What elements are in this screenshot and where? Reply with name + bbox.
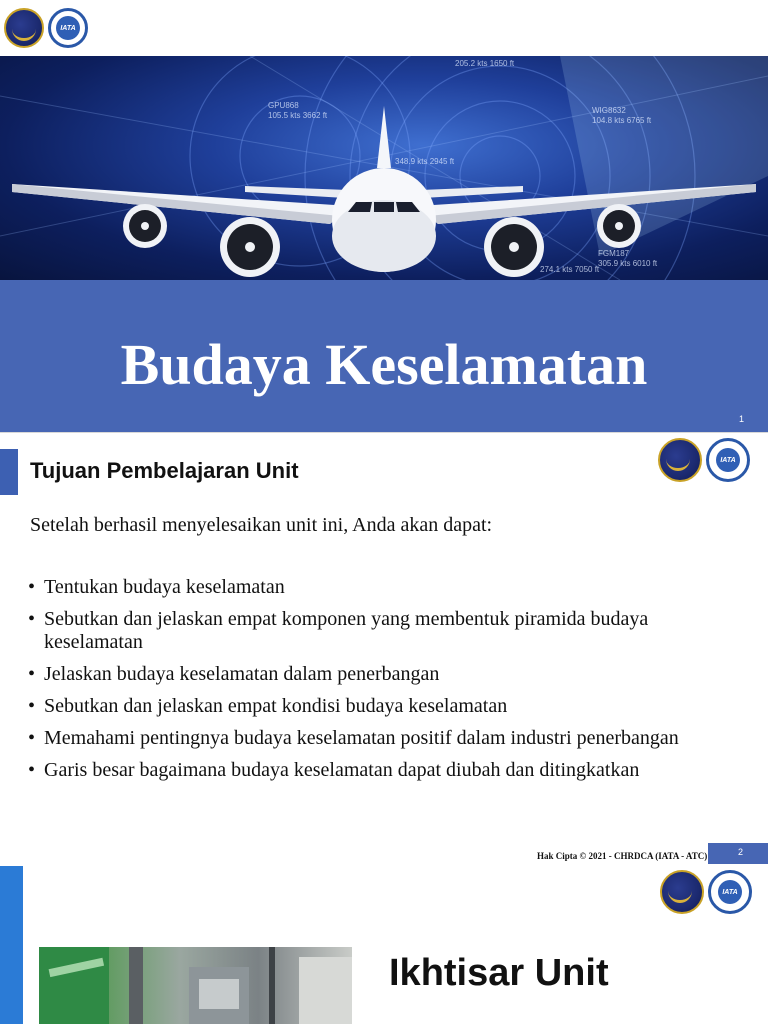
iata-logo-text: IATA — [716, 448, 740, 472]
radar-label: 104.8 kts 6765 ft — [592, 116, 652, 125]
iata-logo-icon — [708, 870, 752, 914]
list-item — [28, 727, 740, 750]
photo-illustration — [39, 947, 352, 1024]
logo-group — [4, 8, 88, 48]
iata-logo-icon — [706, 438, 750, 482]
list-item-text: Sebutkan dan jelaskan empat kondisi budaya keselamatan — [44, 695, 508, 717]
page-number: 1 — [738, 414, 744, 424]
slide-heading: Ikhtisar Unit — [389, 952, 609, 994]
radar-label: FGM187 — [598, 249, 630, 258]
radar-label: 205.2 kts 1650 ft — [455, 59, 515, 68]
list-item — [28, 608, 740, 654]
intro-text: Setelah berhasil menyelesaikan unit ini, Anda akan dapat: — [30, 514, 493, 536]
list-item-text: Memahami pentingnya budaya keselamatan positif dalam industri penerbangan — [44, 727, 679, 749]
radar-label: 305.9 kts 6010 ft — [598, 259, 658, 268]
list-item — [28, 759, 740, 782]
slide-heading: Tujuan Pembelajaran Unit — [30, 458, 299, 483]
bullet-icon: • — [28, 663, 36, 685]
list-item — [28, 695, 740, 718]
list-item-text: Jelaskan budaya keselamatan dalam penerbangan — [44, 663, 440, 685]
list-item — [28, 663, 740, 686]
list-item-text: Tentukan budaya keselamatan — [44, 576, 285, 598]
copyright-footer: Hak Cipta © 2021 - CHRDCA (IATA - ATC) — [537, 851, 708, 861]
bullet-icon: • — [28, 576, 36, 598]
slide-title: Budaya Keselamatan — [120, 332, 648, 397]
radar-label: 348.9 kts 2945 ft — [395, 157, 455, 166]
objectives-list — [28, 576, 740, 791]
logo-group — [658, 438, 750, 482]
list-item-text: Garis besar bagaimana budaya keselamatan dapat diubah dan ditingkatkan — [44, 759, 640, 781]
unit-overview-photo — [39, 947, 352, 1024]
radar-label: WIG8632 — [592, 106, 626, 115]
logo-group — [660, 870, 752, 914]
iata-logo-text: IATA — [718, 880, 742, 904]
airplane-illustration — [0, 56, 768, 280]
page-number: 2 — [738, 847, 744, 857]
iata-logo-text: IATA — [56, 16, 80, 40]
radar-label: 274.1 kts 7050 ft — [540, 265, 600, 274]
bullet-icon: • — [28, 608, 36, 630]
slide-1 — [0, 0, 768, 432]
radar-label: GPU868 — [268, 101, 299, 110]
accent-bar — [0, 449, 18, 495]
list-item — [28, 576, 740, 599]
accent-bar — [0, 866, 23, 1024]
globe-logo-icon — [4, 8, 44, 48]
iata-logo-icon — [48, 8, 88, 48]
globe-logo-icon — [658, 438, 702, 482]
radar-label: 105.5 kts 3662 ft — [268, 111, 328, 120]
airplane-banner-image — [0, 56, 768, 280]
list-item-text: Sebutkan dan jelaskan empat komponen yang membentuk piramida budaya keselamatan — [44, 608, 649, 653]
bullet-icon: • — [28, 727, 36, 749]
bullet-icon: • — [28, 759, 36, 781]
globe-logo-icon — [660, 870, 704, 914]
bullet-icon: • — [28, 695, 36, 717]
